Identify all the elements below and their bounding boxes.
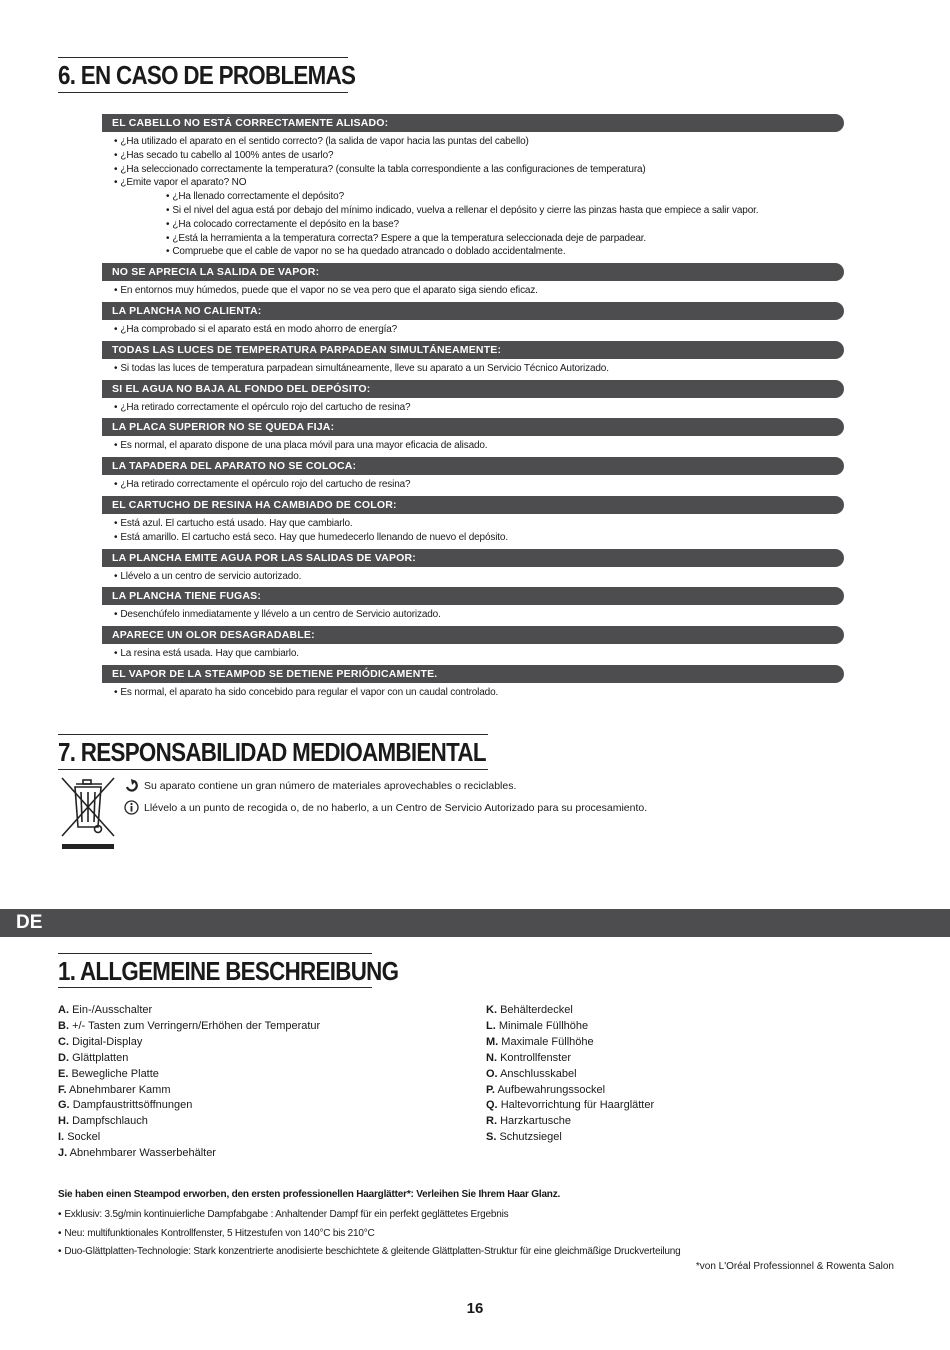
features-heading: Sie haben einen Steampod erworben, den ersten professionellen Haarglätter*: Verleihen Sie Ihrem Haar Glanz. [58, 1189, 561, 1200]
problem-item: • Está amarillo. El cartucho está seco. Hay que humedecerlo llenando de nuevo el depósito. [114, 531, 508, 543]
problem-item-text: ¿Ha colocado correctamente el depósito en la base? [172, 218, 399, 230]
problem-item-text: ¿Has secado tu cabello al 100% antes de usarlo? [120, 149, 334, 161]
problem-item: • ¿Ha utilizado el aparato en el sentido correcto? (la salida de vapor hacia las puntas del cabello) [114, 136, 529, 147]
problem-item-text: ¿Ha comprobado si el aparato está en modo ahorro de energía? [120, 323, 398, 335]
part-key: C. [58, 1035, 69, 1048]
part-key: B. [58, 1019, 69, 1032]
problem-item-text: Si todas las luces de temperatura parpadean simultáneamente, lleve su aparato a un Servicio Técnico Autorizado. [120, 362, 609, 374]
problem-item: • ¿Emite vapor el aparato? NO [114, 177, 247, 189]
problem-item: • ¿Ha comprobado si el aparato está en modo ahorro de energía? [114, 323, 398, 335]
problem-heading: LA PLANCHA EMITE AGUA POR LAS SALIDAS DE VAPOR: [102, 549, 844, 567]
problem-item-text: Compruebe que el cable de vapor no se ha quedado atrancado o doblado accidentalmente. [172, 246, 566, 258]
problem-item: • ¿Ha colocado correctamente el depósito en la base? [166, 218, 399, 230]
part-label: Harzkartusche [500, 1115, 571, 1128]
part-label: Behälterdeckel [500, 1004, 573, 1016]
part-label: Abnehmbarer Kamm [69, 1083, 171, 1096]
part-item [486, 1067, 654, 1083]
problem-heading: LA PLACA SUPERIOR NO SE QUEDA FIJA: [102, 418, 844, 436]
problem-items [102, 132, 844, 263]
problem-items [102, 475, 844, 496]
language-code: DE [16, 912, 43, 933]
problem-items [102, 567, 844, 588]
part-key: H. [58, 1115, 69, 1128]
part-key: A. [58, 1004, 69, 1016]
parts-list-right [486, 1003, 654, 1146]
part-label: Bewegliche Platte [71, 1067, 159, 1080]
problem-items [102, 320, 844, 341]
problem-item-text: Está azul. El cartucho está usado. Hay que cambiarlo. [120, 517, 353, 529]
problem-item: • ¿Está la herramienta a la temperatura correcta? Espere a que la temperatura seleccionada deje de parpadear. [166, 232, 647, 244]
part-key: G. [58, 1099, 70, 1112]
part-label: Dampfschlauch [72, 1115, 148, 1128]
problem-item: • Llévelo a un centro de servicio autorizado. [114, 570, 302, 582]
problem-heading: APARECE UN OLOR DESAGRADABLE: [102, 626, 844, 644]
problem-item-text: ¿Ha seleccionado correctamente la temperatura? (consulte la tabla correspondiente a las configuraciones de temperatura) [120, 163, 646, 175]
part-key: L. [486, 1019, 496, 1032]
troubleshooting-list [102, 114, 844, 704]
problem-item: • ¿Ha retirado correctamente el opérculo rojo del cartucho de resina? [114, 479, 411, 491]
problem-items [102, 398, 844, 419]
problem-heading: LA PLANCHA TIENE FUGAS: [102, 587, 844, 605]
part-key: M. [486, 1035, 499, 1048]
feature-item-text: Exklusiv: 3.5g/min kontinuierliche Dampfabgabe : Anhaltender Dampf für ein perfekt geglättetes Ergebnis [64, 1209, 509, 1220]
part-label: Sockel [67, 1131, 101, 1144]
part-item [58, 1146, 320, 1162]
part-label: Ein-/Ausschalter [72, 1004, 153, 1016]
de-section-1-title: 1. ALLGEMEINE BESCHREIBUNG [58, 956, 399, 986]
problem-heading: EL VAPOR DE LA STEAMPOD SE DETIENE PERIÓDICAMENTE. [102, 665, 844, 683]
part-item [58, 1035, 320, 1051]
part-label: Minimale Füllhöhe [498, 1019, 589, 1032]
problem-items [102, 605, 844, 626]
part-key: N. [486, 1051, 497, 1064]
problem-item: • ¿Ha retirado correctamente el opérculo rojo del cartucho de resina? [114, 401, 411, 413]
problem-item-text: ¿Está la herramienta a la temperatura correcta? Espere a que la temperatura seleccionada deje de parpadear. [172, 232, 647, 244]
part-item [486, 1098, 654, 1114]
part-label: Anschlusskabel [500, 1067, 577, 1080]
problem-heading: EL CARTUCHO DE RESINA HA CAMBIADO DE COLOR: [102, 496, 844, 514]
part-item [58, 1130, 320, 1146]
problem-item: • ¿Has secado tu cabello al 100% antes de usarlo? [114, 149, 334, 161]
problem-heading: SI EL AGUA NO BAJA AL FONDO DEL DEPÓSITO: [102, 380, 844, 398]
crossed-out-wheelie-bin-icon [58, 774, 118, 850]
problem-heading: LA PLANCHA NO CALIENTA: [102, 302, 844, 320]
part-item [486, 1130, 654, 1146]
part-item [486, 1019, 654, 1035]
part-item [486, 1051, 654, 1067]
problem-item-text: ¿Ha utilizado el aparato en el sentido correcto? (la salida de vapor hacia las puntas del cabello) [120, 136, 529, 147]
part-label: +/- Tasten zum Verringern/Erhöhen der Temperatur [72, 1019, 321, 1032]
problem-item-text: Está amarillo. El cartucho está seco. Hay que humedecerlo llenando de nuevo el depósito. [120, 531, 508, 543]
de-section-1-title-underline [58, 987, 372, 988]
section-6-title-underline [58, 92, 348, 93]
feature-item-text: Neu: multifunktionales Kontrollfenster, 5 Hitzestufen von 140°C bis 210°C [64, 1227, 375, 1239]
problem-items [102, 644, 844, 665]
problem-items [102, 683, 844, 704]
part-item [486, 1035, 654, 1051]
part-item [58, 1051, 320, 1067]
problem-heading: LA TAPADERA DEL APARATO NO SE COLOCA: [102, 457, 844, 475]
footnote: *von L'Oréal Professionnel & Rowenta Salon [695, 1261, 894, 1272]
part-item [58, 1067, 320, 1083]
part-label: Kontrollfenster [500, 1051, 571, 1064]
problem-item: • Si el nivel del agua está por debajo del mínimo indicado, vuelva a rellenar el depósito y cierre las pinzas hasta que empiece a salir vapor. [166, 204, 759, 216]
part-key: F. [58, 1083, 67, 1096]
part-label: Maximale Füllhöhe [501, 1035, 594, 1048]
part-label: Schutzsiegel [499, 1131, 562, 1144]
part-key: D. [58, 1051, 69, 1064]
language-band [0, 909, 950, 937]
product-features [58, 1189, 898, 1262]
part-label: Abnehmbarer Wasserbehälter [69, 1147, 216, 1160]
problem-item: • Está azul. El cartucho está usado. Hay que cambiarlo. [114, 517, 353, 529]
problem-item-text: La resina está usada. Hay que cambiarlo. [120, 648, 299, 660]
problem-item: • En entornos muy húmedos, puede que el vapor no se vea pero que el aparato siga siendo eficaz. [114, 285, 538, 297]
problem-item: • Es normal, el aparato ha sido concebido para regular el vapor con un caudal controlado. [114, 686, 499, 698]
problem-item: • Compruebe que el cable de vapor no se ha quedado atrancado o doblado accidentalmente. [166, 246, 566, 258]
collection-text: Llévelo a un punto de recogida o, de no haberlo, a un Centro de Servicio Autorizado para su procesamiento. [144, 801, 648, 814]
feature-item: • Exklusiv: 3.5g/min kontinuierliche Dampfabgabe : Anhaltender Dampf für ein perfekt geglättetes Ergebnis [58, 1209, 509, 1220]
parts-list-left [58, 1003, 320, 1162]
problem-items [102, 359, 844, 380]
part-key: O. [486, 1067, 498, 1080]
problem-items [102, 436, 844, 457]
part-key: P. [486, 1083, 495, 1096]
part-label: Haltevorrichtung für Haarglätter [500, 1099, 655, 1112]
part-key: I. [58, 1131, 65, 1144]
problem-heading: NO SE APRECIA LA SALIDA DE VAPOR: [102, 263, 844, 281]
info-icon [124, 800, 139, 815]
part-key: E. [58, 1067, 69, 1080]
feature-item-text: Duo-Glättplatten-Technologie: Stark konzentrierte anodisierte beschichtete & gleitende Glättplatten-Struktur für eine gleichmäßige Druckverteilung [64, 1246, 681, 1257]
arrow-hook-icon [124, 778, 139, 793]
feature-item: • Neu: multifunktionales Kontrollfenster, 5 Hitzestufen von 140°C bis 210°C [58, 1227, 375, 1239]
problem-item: • La resina está usada. Hay que cambiarlo. [114, 648, 299, 660]
problem-items [102, 281, 844, 302]
part-item [486, 1003, 654, 1019]
recycle-text: Su aparato contiene un gran número de materiales aprovechables o reciclables. [144, 779, 517, 792]
problem-item: • ¿Ha seleccionado correctamente la temperatura? (consulte la tabla correspondiente a las configuraciones de temperatura) [114, 163, 646, 175]
problem-heading: TODAS LAS LUCES DE TEMPERATURA PARPADEAN SIMULTÁNEAMENTE: [102, 341, 844, 359]
de-section-1-title-rule [58, 953, 372, 954]
part-label: Dampfaustrittsöffnungen [72, 1099, 193, 1112]
problem-item-text: ¿Emite vapor el aparato? NO [120, 177, 247, 189]
part-label: Aufbewahrungssockel [497, 1083, 606, 1096]
part-key: Q. [486, 1099, 498, 1112]
part-key: J. [58, 1147, 68, 1160]
problem-item-text: En entornos muy húmedos, puede que el vapor no se vea pero que el aparato siga siendo eficaz. [120, 285, 538, 297]
part-item [58, 1019, 320, 1035]
problem-item: • Desenchúfelo inmediatamente y llévelo a un centro de Servicio autorizado. [114, 609, 441, 621]
collection-line [124, 800, 647, 815]
part-key: K. [486, 1004, 497, 1016]
part-label: Digital-Display [72, 1035, 143, 1048]
problem-item-text: Si el nivel del agua está por debajo del mínimo indicado, vuelva a rellenar el depósito y cierre las pinzas hasta que empiece a salir vapor. [172, 204, 759, 216]
part-item [486, 1083, 654, 1099]
problem-item-text: Desenchúfelo inmediatamente y llévelo a un centro de Servicio autorizado. [120, 609, 441, 621]
part-item [58, 1083, 320, 1099]
problem-item-text: Llévelo a un centro de servicio autorizado. [120, 570, 302, 582]
problem-item-text: ¿Ha retirado correctamente el opérculo rojo del cartucho de resina? [120, 479, 411, 491]
part-key: R. [486, 1115, 497, 1128]
problem-item-text: ¿Ha retirado correctamente el opérculo rojo del cartucho de resina? [120, 401, 411, 413]
problem-items [102, 514, 844, 549]
problem-item-text: Es normal, el aparato dispone de una placa móvil para una mayor eficacia de alisado. [120, 440, 488, 452]
problem-item: • Es normal, el aparato dispone de una placa móvil para una mayor eficacia de alisado. [114, 440, 488, 452]
section-7-title-underline [58, 769, 488, 770]
section-7-title: 7. RESPONSABILIDAD MEDIOAMBIENTAL [58, 737, 486, 767]
part-label: Glättplatten [72, 1051, 129, 1064]
problem-item: • ¿Ha llenado correctamente el depósito? [166, 191, 344, 203]
problem-item-text: Es normal, el aparato ha sido concebido para regular el vapor con un caudal controlado. [120, 686, 499, 698]
problem-item-text: ¿Ha llenado correctamente el depósito? [172, 191, 344, 203]
page-number: 16 [466, 1300, 484, 1317]
problem-item: • Si todas las luces de temperatura parpadean simultáneamente, lleve su aparato a un Servicio Técnico Autorizado. [114, 362, 609, 374]
part-item [58, 1003, 320, 1019]
part-key: S. [486, 1131, 497, 1144]
part-item [486, 1114, 654, 1130]
recycle-line [124, 778, 516, 793]
section-6-title-rule [58, 57, 348, 58]
problem-heading: EL CABELLO NO ESTÁ CORRECTAMENTE ALISADO: [102, 114, 844, 132]
section-6-title: 6. EN CASO DE PROBLEMAS [58, 60, 356, 90]
part-item [58, 1098, 320, 1114]
part-item [58, 1114, 320, 1130]
feature-item: • Duo-Glättplatten-Technologie: Stark konzentrierte anodisierte beschichtete & gleitende Glättplatten-Struktur für eine gleichmäßige Druckverteilung [58, 1246, 681, 1257]
section-7-title-rule [58, 734, 488, 735]
